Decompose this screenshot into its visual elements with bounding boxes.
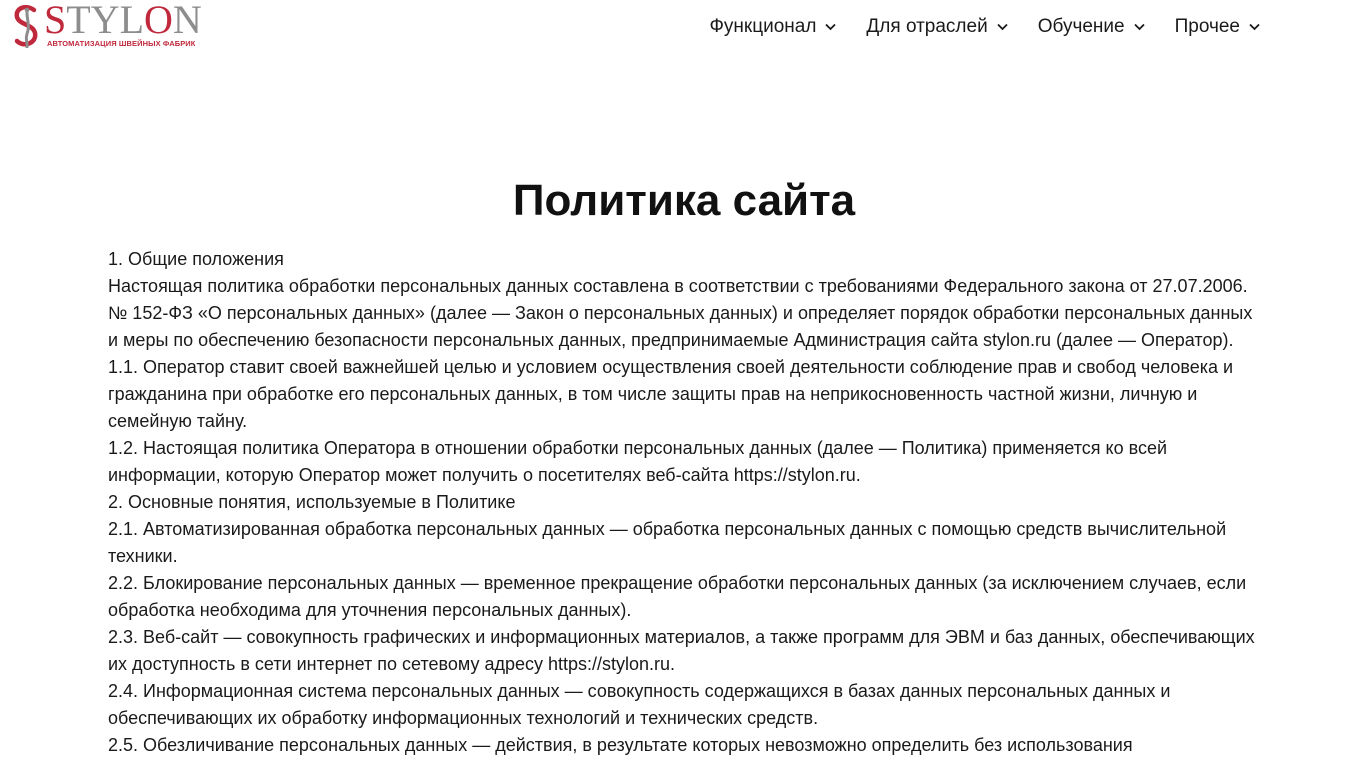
logo-mark-icon (12, 4, 42, 48)
policy-paragraph: 1. Общие положения (108, 249, 284, 269)
nav-item-industries[interactable] (866, 16, 1007, 38)
policy-paragraph: 2.5. Обезличивание персональных данных — действия, в результате которых невозможно определить без использования (108, 735, 1133, 755)
site-header (0, 0, 1366, 54)
chevron-down-icon (1249, 23, 1260, 31)
policy-paragraph: 2.4. Информационная система персональных данных — совокупность содержащихся в базах данных персональных данных и обеспечивающих их обработку информационных технологий и технических средств. (108, 681, 1171, 728)
chevron-down-icon (825, 23, 836, 31)
nav-item-label: Прочее (1174, 16, 1240, 37)
page-title: Политика сайта (512, 176, 856, 225)
nav-item-training[interactable] (1038, 16, 1145, 38)
logo-tagline: АВТОМАТИЗАЦИЯ ШВЕЙНЫХ ФАБРИК (47, 39, 196, 48)
policy-paragraph: 1.1. Оператор ставит своей важнейшей целью и условием осуществления своей деятельности соблюдение прав и свобод человека и гражданина при обработке его персональных данных, в том числе защиты прав на неприкосновенность частной жизни, личную и семейную тайну. (108, 357, 1234, 431)
main-nav (709, 0, 1260, 54)
policy-paragraph: 2.1. Автоматизированная обработка персональных данных — обработка персональных данных с помощью средств вычислительной техники. (108, 519, 1227, 566)
nav-item-label: Для отраслей (866, 16, 988, 37)
policy-paragraph: 1.2. Настоящая политика Оператора в отношении обработки персональных данных (далее — Политика) применяется ко всей информации, которую Оператор может получить о посетителях веб-сайта https://stylon.ru. (108, 438, 1168, 485)
nav-item-functional[interactable] (709, 16, 836, 38)
policy-paragraph: 2.2. Блокирование персональных данных — временное прекращение обработки персональных данных (за исключением случаев, если обработка необходима для уточнения персональных данных). (108, 573, 1247, 620)
chevron-down-icon (997, 23, 1008, 31)
nav-item-label: Функционал (709, 16, 817, 37)
chevron-down-icon (1134, 23, 1145, 31)
logo[interactable] (12, 2, 212, 50)
policy-content (108, 170, 1260, 759)
policy-paragraph: 2.3. Веб-сайт — совокупность графических и информационных материалов, а также программ для ЭВМ и баз данных, обеспечивающих их доступность в сети интернет по сетевому адресу https://stylon.ru. (108, 627, 1255, 674)
nav-item-label: Обучение (1037, 16, 1125, 37)
policy-paragraph: 2. Основные понятия, используемые в Политике (108, 492, 516, 512)
nav-item-other[interactable] (1175, 16, 1260, 38)
policy-paragraph: Настоящая политика обработки персональных данных составлена в соответствии с требованиями Федерального закона от 27.07.2006. № 152-ФЗ «О персональных данных» (далее — Закон о персональных данных) и определяет порядок обработки персональных данных и меры по обеспечению безопасности персональных данных, предпринимаемые Администрация сайта stylon.ru (далее — Оператор). (108, 276, 1253, 350)
logo-wordmark: STYLON (44, 0, 202, 42)
